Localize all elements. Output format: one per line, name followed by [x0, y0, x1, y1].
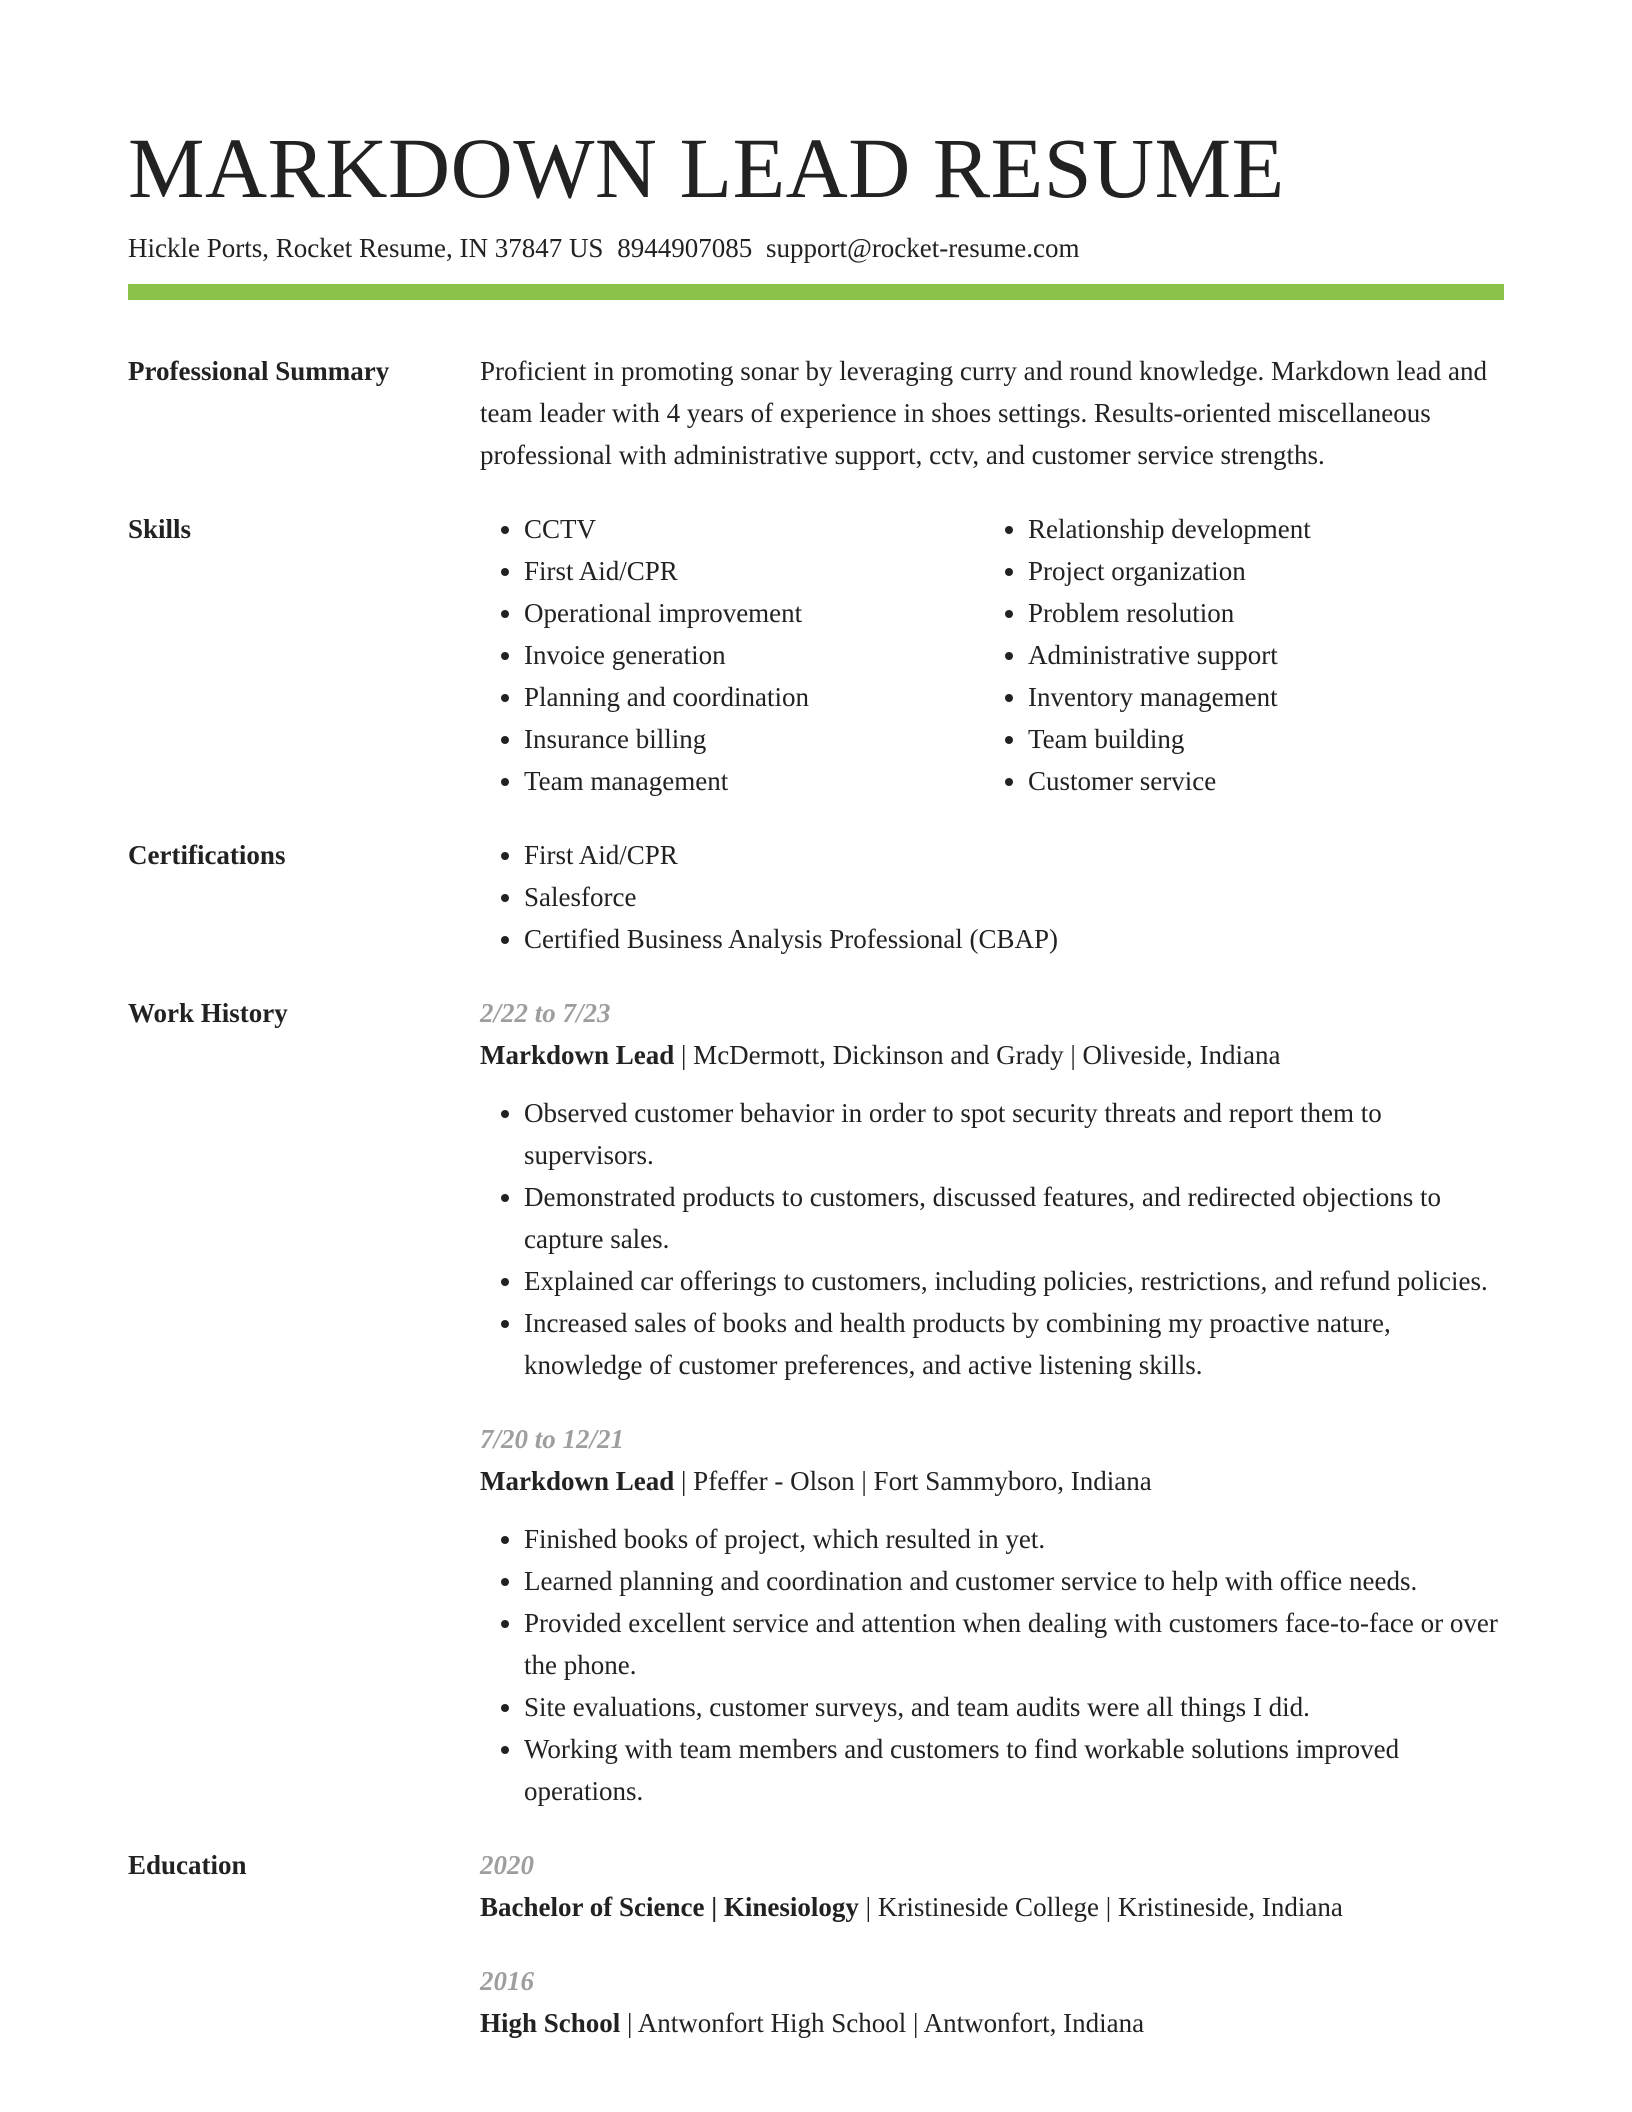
- section-title-education: Education: [128, 1850, 247, 1880]
- job-employer-location: | McDermott, Dickinson and Grady | Oliveside, Indiana: [674, 1040, 1281, 1070]
- summary-section: [128, 350, 1504, 476]
- certification-item: • First Aid/CPR: [524, 834, 1504, 876]
- skill-item: • Relationship development: [1028, 508, 1532, 550]
- section-title-skills: Skills: [128, 514, 192, 544]
- job-role-line: [480, 1034, 1504, 1076]
- job-dates: 7/20 to 12/21: [480, 1424, 625, 1454]
- skill-item: • First Aid/CPR: [524, 550, 984, 592]
- job-bullet: • Provided excellent service and attention when dealing with customers face-to-face or over the phone.: [524, 1602, 1504, 1686]
- skill-item: • Problem resolution: [1028, 592, 1532, 634]
- skill-item: • Team management: [524, 760, 984, 802]
- skill-item: • Project organization: [1028, 550, 1532, 592]
- skill-item: • Operational improvement: [524, 592, 984, 634]
- job-bullet: • Working with team members and customers to find workable solutions improved operations.: [524, 1728, 1504, 1812]
- job-bullet: • Explained car offerings to customers, including policies, restrictions, and refund policies.: [524, 1260, 1504, 1302]
- contact-phone: 8944907085: [617, 233, 753, 263]
- work-history-section: [128, 992, 1504, 1812]
- skills-section: [128, 508, 1504, 802]
- contact-line: [128, 230, 1504, 266]
- education-year: 2020: [480, 1850, 534, 1880]
- contact-address: Hickle Ports, Rocket Resume, IN 37847 US: [128, 233, 604, 263]
- summary-text: Proficient in promoting sonar by leveraging curry and round knowledge. Markdown lead and team leader with 4 years of experience in shoes settings. Results-oriented miscellaneous professional with administrative support, cctv, and customer service strengths.: [480, 356, 1487, 470]
- job-bullets: [480, 1518, 1504, 1812]
- education-section: [128, 1844, 1504, 2044]
- job-title: Markdown Lead: [480, 1040, 675, 1070]
- education-degree: Bachelor of Science | Kinesiology: [480, 1892, 859, 1922]
- job-bullet: • Demonstrated products to customers, discussed features, and redirected objections to capture sales.: [524, 1176, 1504, 1260]
- job-entry: [480, 992, 1504, 1386]
- job-role-line: [480, 1460, 1504, 1502]
- skill-item: • Customer service: [1028, 760, 1532, 802]
- job-entry: [480, 1418, 1504, 1812]
- education-line: [480, 2002, 1504, 2044]
- education-school-location: | Antwonfort High School | Antwonfort, Indiana: [620, 2008, 1145, 2038]
- job-title: Markdown Lead: [480, 1466, 675, 1496]
- education-entry: [480, 1844, 1504, 1928]
- section-title-certifications: Certifications: [128, 840, 286, 870]
- job-bullet: • Finished books of project, which resulted in yet.: [524, 1518, 1504, 1560]
- skills-list-left: [480, 508, 984, 802]
- education-school-location: | Kristineside College | Kristineside, Indiana: [858, 1892, 1343, 1922]
- skill-item: • CCTV: [524, 508, 984, 550]
- skill-item: • Administrative support: [1028, 634, 1532, 676]
- header-divider: [128, 284, 1504, 300]
- job-bullets: [480, 1092, 1504, 1386]
- education-year: 2016: [480, 1966, 534, 1996]
- job-bullet: • Increased sales of books and health products by combining my proactive nature, knowledge of customer preferences, and active listening skills.: [524, 1302, 1504, 1386]
- contact-email[interactable]: support@rocket-resume.com: [765, 233, 1080, 263]
- skills-list-right: [984, 508, 1532, 802]
- certifications-section: [128, 834, 1504, 960]
- job-employer-location: | Pfeffer - Olson | Fort Sammyboro, Indiana: [674, 1466, 1152, 1496]
- resume-title: MARKDOWN LEAD RESUME: [128, 120, 1285, 216]
- certifications-list: [480, 834, 1504, 960]
- education-degree: High School: [480, 2008, 621, 2038]
- certification-item: • Salesforce: [524, 876, 1504, 918]
- certification-item: • Certified Business Analysis Professional (CBAP): [524, 918, 1504, 960]
- section-title-summary: Professional Summary: [128, 356, 390, 386]
- job-bullet: • Site evaluations, customer surveys, and team audits were all things I did.: [524, 1686, 1504, 1728]
- job-dates: 2/22 to 7/23: [480, 998, 611, 1028]
- job-bullet: • Observed customer behavior in order to spot security threats and report them to supervisors.: [524, 1092, 1504, 1176]
- resume-page: [128, 0, 1504, 2044]
- education-entry: [480, 1960, 1504, 2044]
- education-line: [480, 1886, 1504, 1928]
- job-bullet: • Learned planning and coordination and customer service to help with office needs.: [524, 1560, 1504, 1602]
- section-title-work-history: Work History: [128, 998, 288, 1028]
- skill-item: • Team building: [1028, 718, 1532, 760]
- skill-item: • Invoice generation: [524, 634, 984, 676]
- skill-item: • Inventory management: [1028, 676, 1532, 718]
- skill-item: • Insurance billing: [524, 718, 984, 760]
- skill-item: • Planning and coordination: [524, 676, 984, 718]
